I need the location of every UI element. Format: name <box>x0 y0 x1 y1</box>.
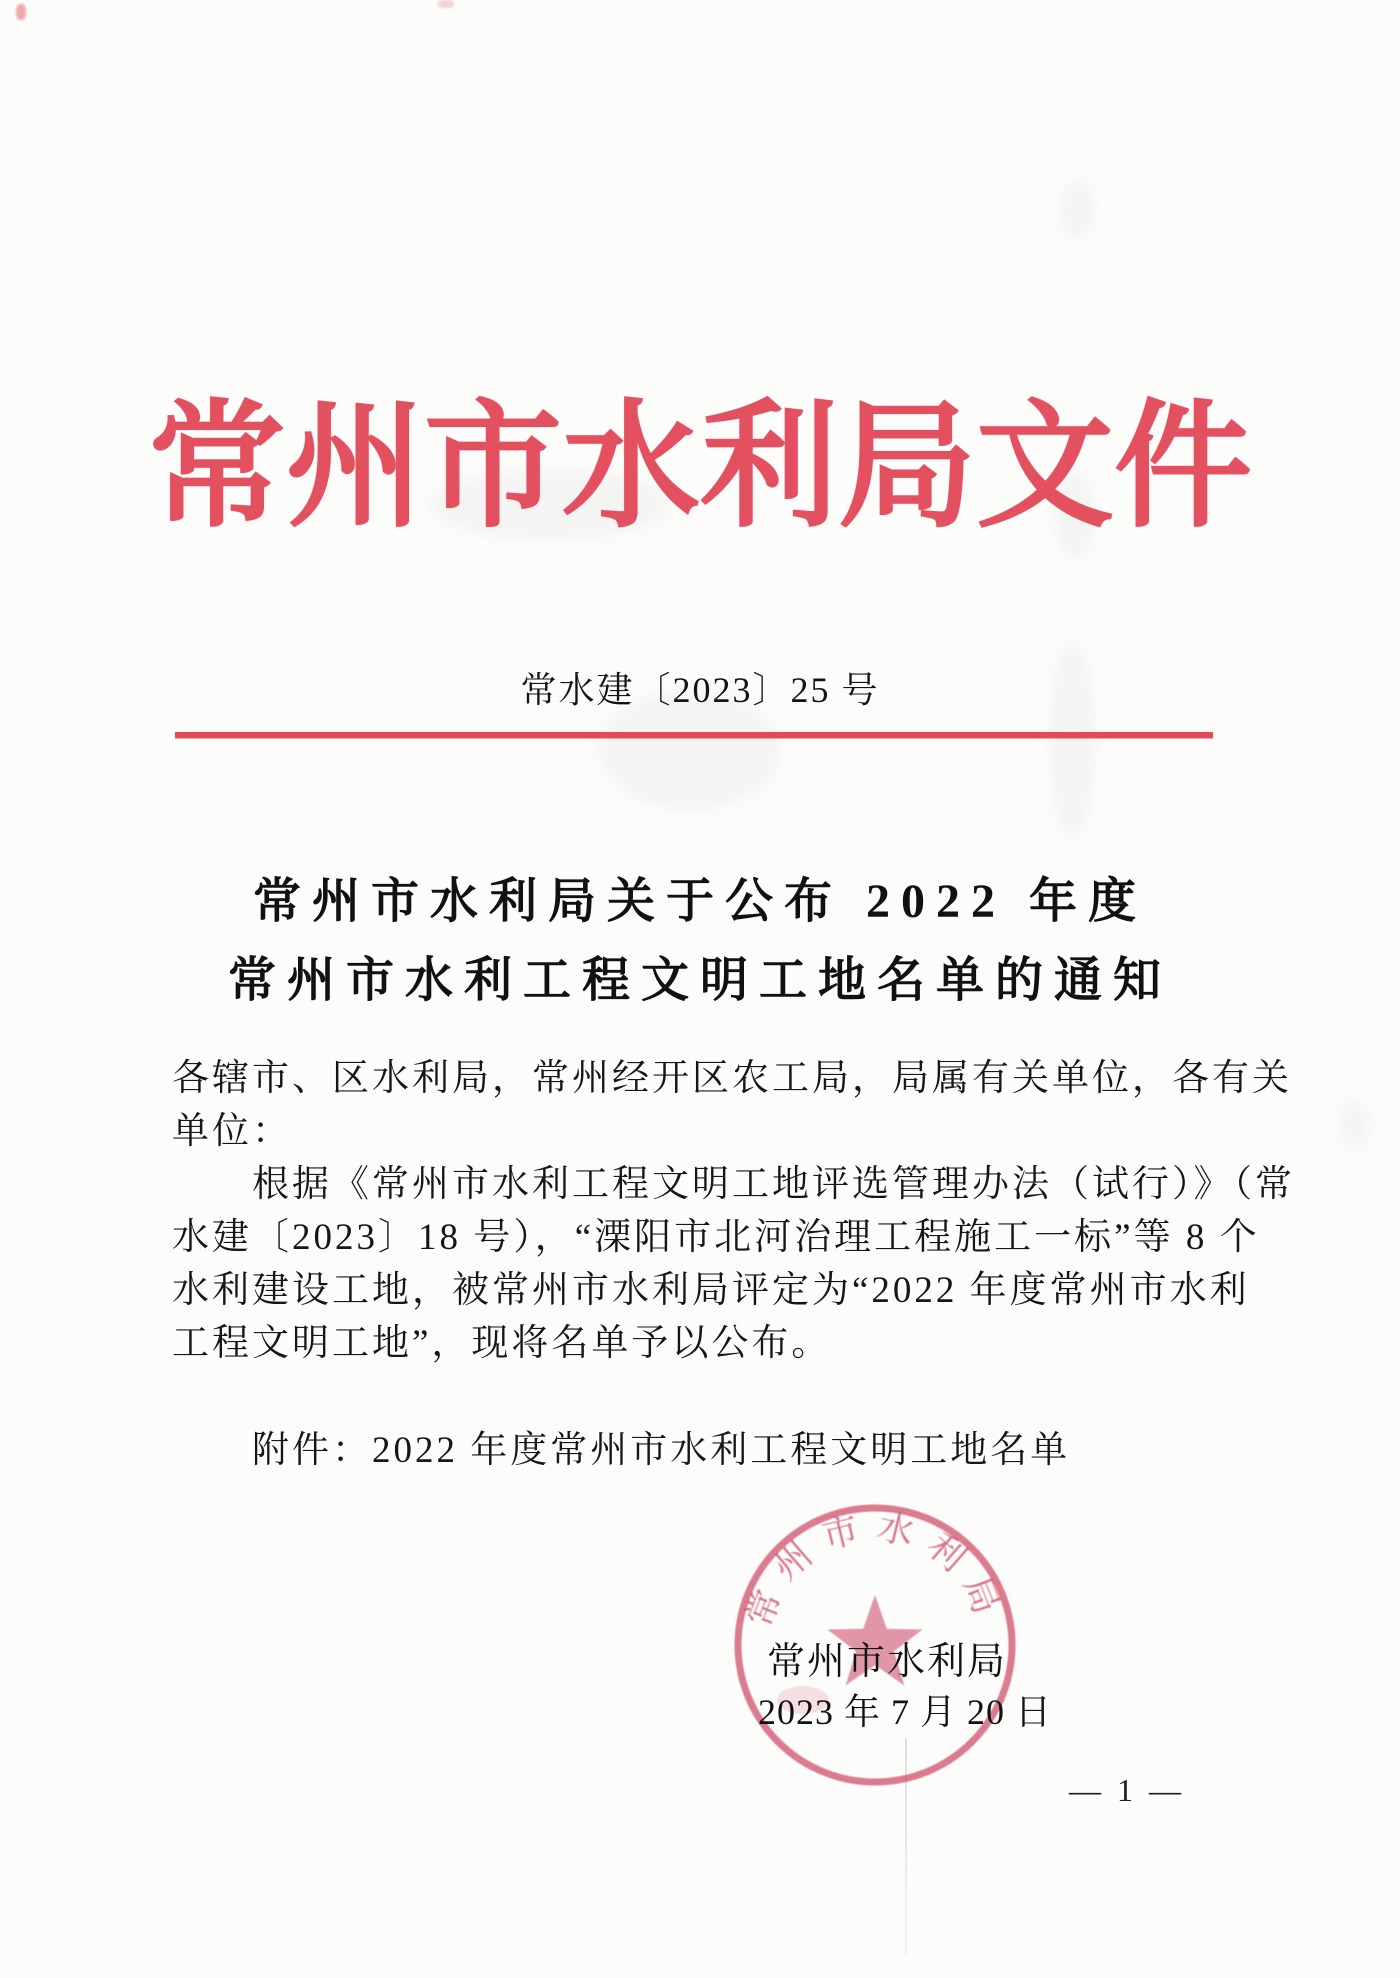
body-line: 根据《常州市水利工程文明工地评选管理办法（试行）》（常 <box>252 1164 1295 1205</box>
bleed-through-mark <box>1060 180 1095 240</box>
document-number: 常水建〔2023〕25 号 <box>520 670 880 710</box>
body-line: 单位： <box>172 1111 292 1152</box>
document-title <box>0 862 1400 1020</box>
scan-speck <box>438 0 454 8</box>
scan-speck <box>16 4 26 20</box>
body-line: 各辖市、区水利局，常州经开区农工局，局属有关单位，各有关 <box>172 1058 1292 1099</box>
bleed-through-mark <box>1340 1100 1370 1150</box>
signature-date: 2023 年 7 月 20 日 <box>757 1692 1052 1732</box>
letterhead-title: 常州市水利局文件 <box>147 391 1252 544</box>
seal-arc-text: 常州市水利局 <box>738 1505 1012 1633</box>
red-divider-rule <box>175 732 1213 738</box>
document-body <box>172 1052 1295 1370</box>
bleed-through-mark <box>1050 640 1095 840</box>
body-line: 工程文明工地”，现将名单予以公布。 <box>172 1323 832 1364</box>
page-number: — 1 — <box>1069 1772 1185 1808</box>
signature-agency: 常州市水利局 <box>766 1641 1007 1683</box>
body-line: 水建〔2023〕18 号），“溧阳市北河治理工程施工一标”等 8 个 <box>172 1217 1260 1258</box>
document-title-line2: 常州市水利工程文明工地名单的通知 <box>227 954 1172 1007</box>
attachment-reference: 附件：2022 年度常州市水利工程文明工地名单 <box>252 1430 1071 1471</box>
document-title-line1: 常州市水利局关于公布 2022 年度 <box>252 875 1147 928</box>
body-line: 水利建设工地，被常州市水利局评定为“2022 年度常州市水利 <box>172 1270 1250 1311</box>
